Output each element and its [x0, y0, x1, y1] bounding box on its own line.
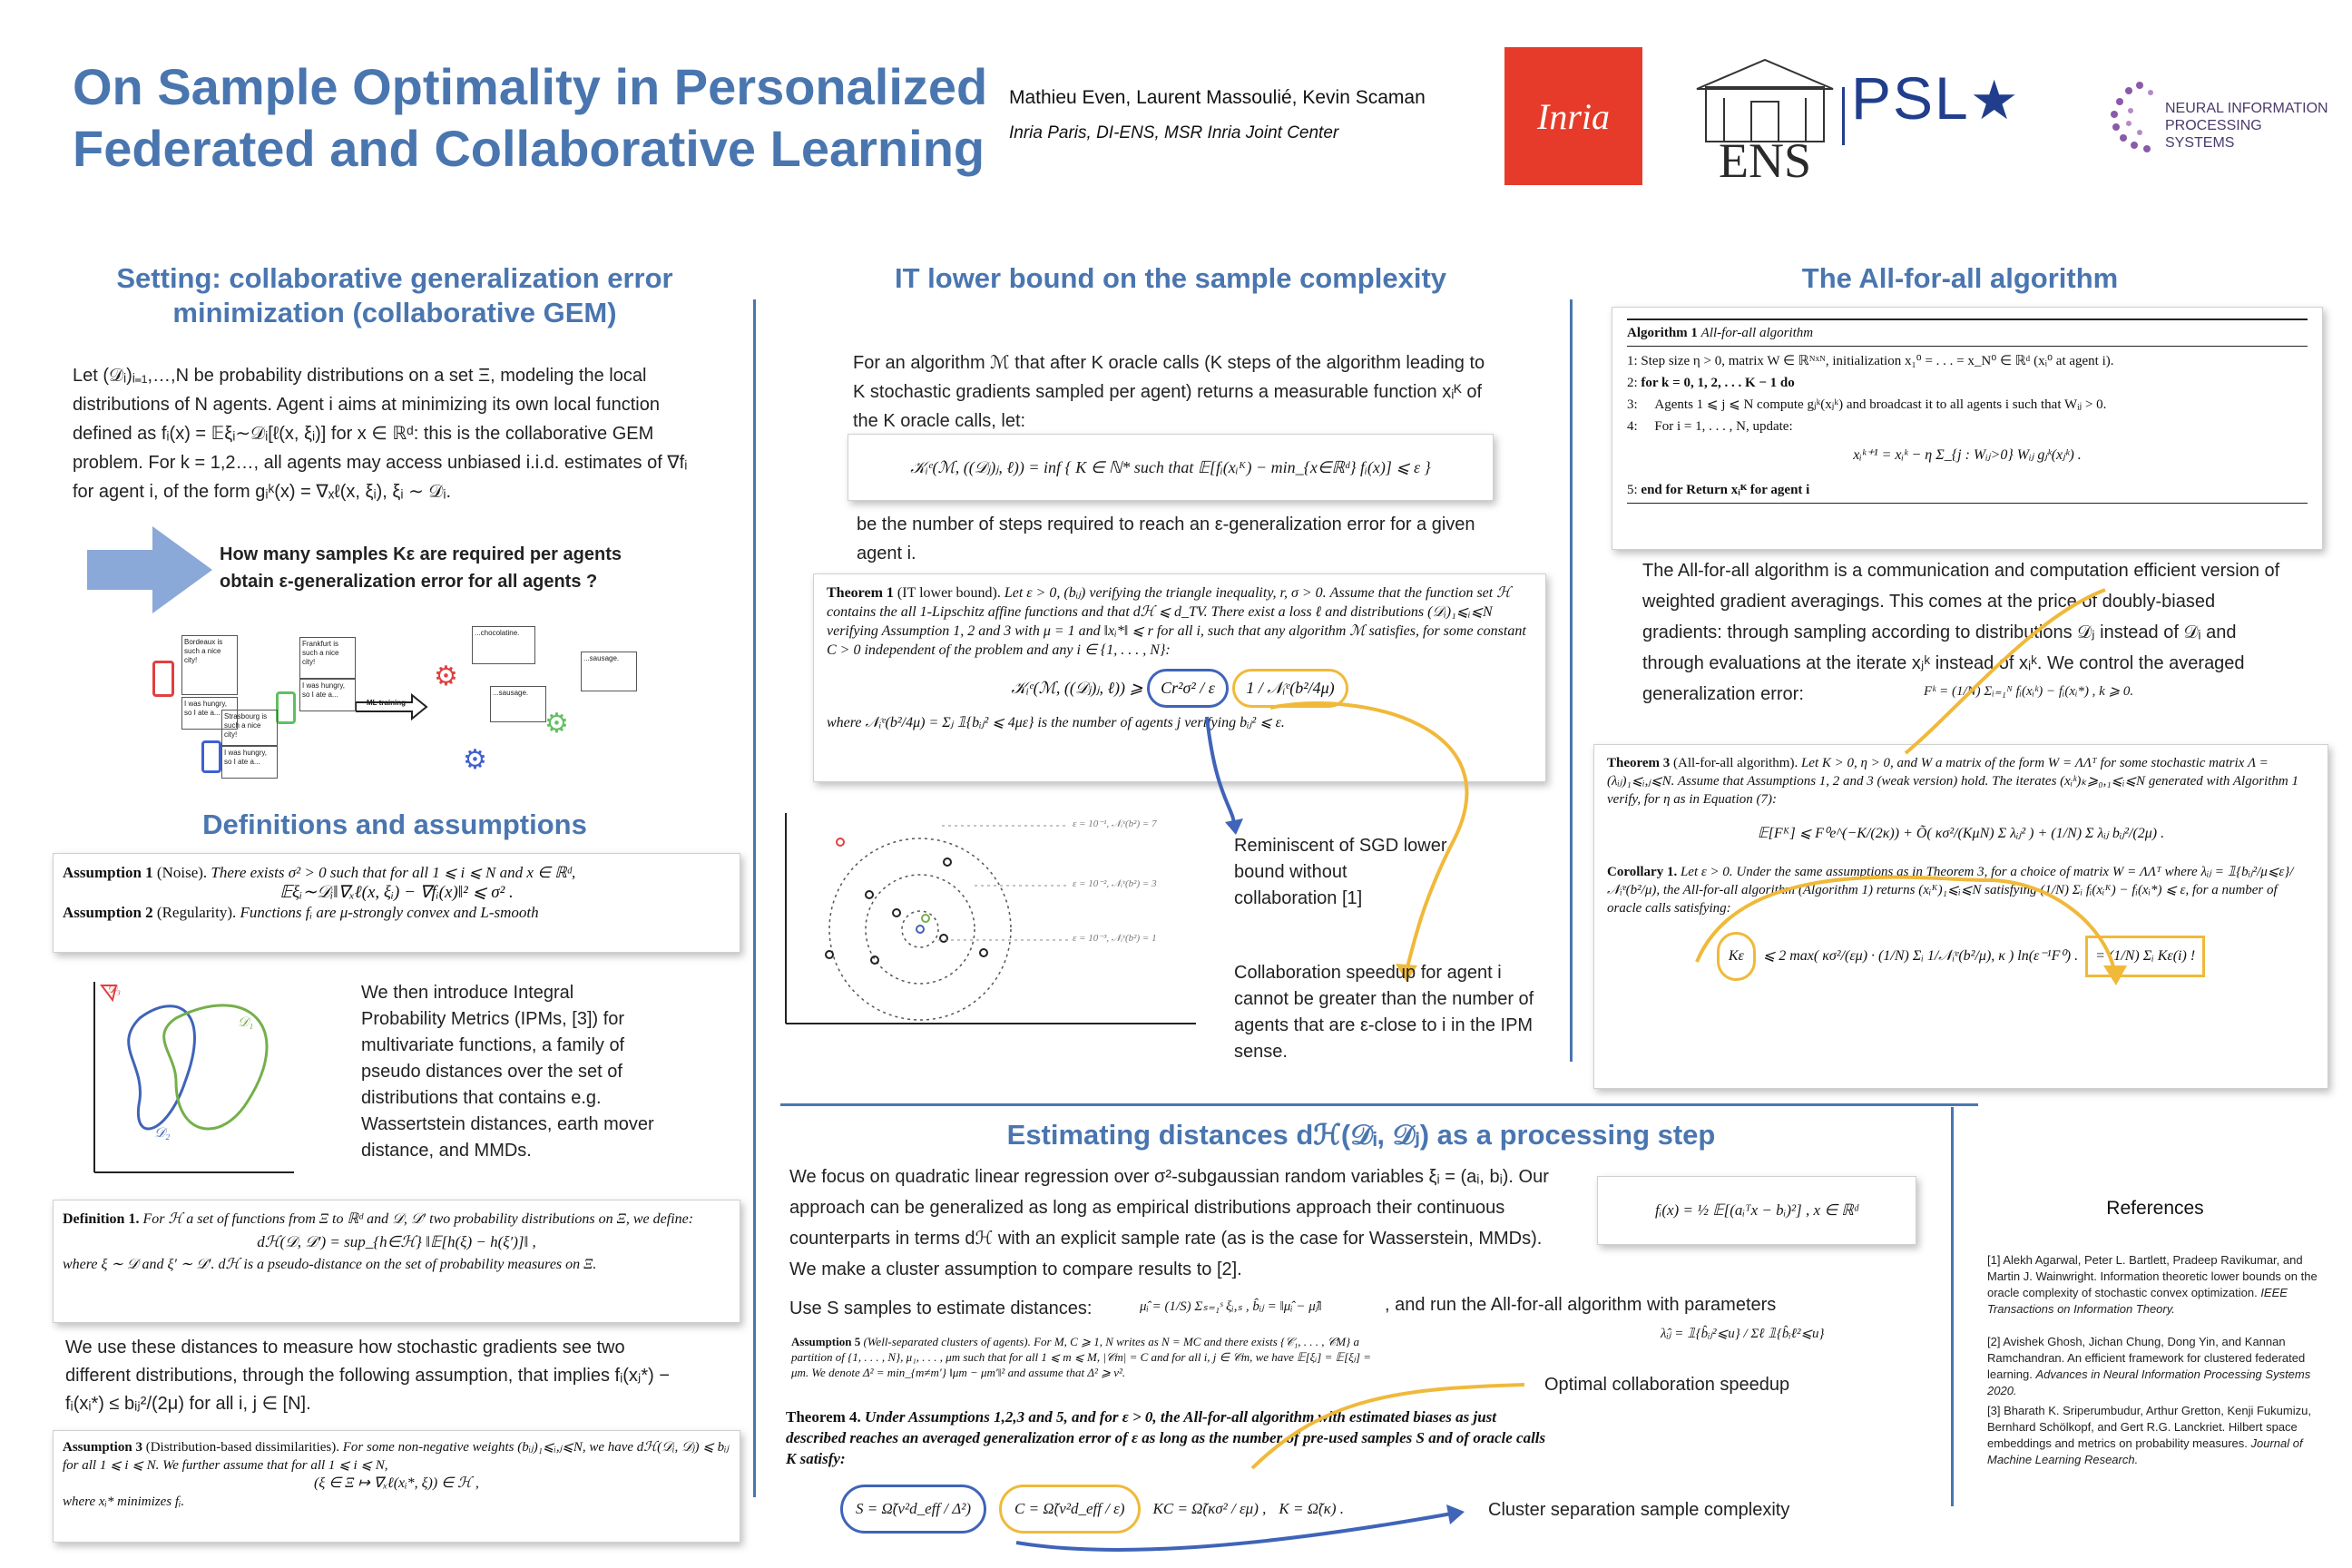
algorithm1-update-equation: xᵢᵏ⁺¹ = xᵢᵏ − η Σ_{j : Wᵢⱼ>0} Wᵢⱼ gⱼᵏ(xⱼᵏ) .	[1853, 447, 2082, 463]
algorithm1-line-1-text: Step size η > 0, matrix W ∈ ℝᴺˣᴺ, initialization x₁⁰ = . . . = x_N⁰ ∈ ℝᵈ (xᵢ⁰ at agent i).	[1641, 354, 2114, 368]
algorithm1-name: All-for-all algorithm	[1700, 326, 1814, 340]
inria-logo	[1504, 47, 1642, 185]
theorem3-title: Theorem 3	[1607, 756, 1671, 770]
setting-heading	[54, 261, 735, 330]
eq-k: K = Ω̃(κ) .	[1279, 1500, 1344, 1517]
ml-training-label: ML training	[367, 699, 406, 707]
note-collaboration-speedup: Collaboration speedup for agent i cannot be greater than the number of agents that are ε-close to i in the IPM sense.	[1234, 963, 1534, 1062]
reference-3	[1987, 1403, 2323, 1468]
annotation-arrows-2	[1688, 581, 2269, 998]
corollary1-eq-mid: ⩽ 2 max( κσ²/(εμ) · (1/N) Σᵢ 1/𝒩ᵢᵉ(b²/μ), κ ) ln(ε⁻¹F⁰) .	[1762, 948, 2079, 964]
assumption3-equation: (ξ ∈ Ξ ↦ ∇ₓℓ(xᵢ*, ξ)) ∈ ℋ ,	[314, 1475, 479, 1491]
note-optimal-speedup: Optimal collaboration speedup	[1544, 1375, 1790, 1395]
note-sgd-lower-bound: Reminiscent of SGD lower bound without collaboration [1]	[1234, 836, 1447, 908]
d2-label: 𝒟₂	[154, 1126, 171, 1141]
ipm-paragraph: We then introduce Integral Probability Metrics (IPMs, [3]) for multivariate functions, a family of pseudo distances over the set of distributions that contains e.g. Wassertstein distances, earth mover distance, and MMDs.	[361, 983, 654, 1161]
fig-label-eps-1: ε = 10⁻¹, 𝒩ᵢᵉ(b²) = 7	[1073, 818, 1157, 829]
assumption3-title: Assumption 3	[63, 1440, 142, 1455]
title-line-1: On Sample Optimality in Personalized	[73, 58, 988, 115]
theorem1-eq-term-b: 1 / 𝒩ᵢᵉ(b²/4μ)	[1232, 669, 1348, 708]
definition1-text: For ℋ a set of functions from Ξ to ℝᵈ and 𝒟, 𝒟′ two probability distributions on Ξ, we define:	[142, 1211, 694, 1227]
reference-2-venue: Advances in Neural Information Processing Systems 2020.	[1987, 1367, 2311, 1397]
inria-logo-text: Inria	[1537, 95, 1610, 137]
definitions-heading: Definitions and assumptions	[202, 808, 587, 840]
corollary1-eq-box: = (1/N) Σᵢ Kε(i) !	[2085, 936, 2205, 977]
definition1-box	[53, 1200, 740, 1323]
psl-logo-text: PSL	[1851, 64, 1970, 132]
assumption3-tail: where xᵢ* minimizes fᵢ.	[63, 1494, 185, 1509]
note-cluster-separation: Cluster separation sample complexity	[1488, 1500, 1790, 1520]
bubble-hungry-3: I was hungry, so I ate a...	[221, 746, 278, 779]
definition1-equation: dℋ(𝒟, 𝒟′) = sup_{h∈ℋ} ‖𝔼[h(ξ) − h(ξ′)]‖ ,	[257, 1233, 536, 1250]
reference-3-venue: Journal of Machine Learning Research.	[1987, 1436, 2303, 1466]
logo-divider	[1842, 87, 1845, 145]
bubble-bordeaux: Bordeaux is such a nice city!	[181, 635, 238, 695]
eq-sample-size: S = Ω̃(ν²d_eff / Δ²)	[840, 1485, 986, 1534]
algorithm1-line-1: 1: Step size η > 0, matrix W ∈ ℝᴺˣᴺ, initialization x₁⁰ = . . . = x_N⁰ ∈ ℝᵈ (xᵢ⁰ at agent i).	[1627, 354, 2114, 368]
right-arrow-icon	[87, 526, 214, 613]
assumption2-title: Assumption 2	[63, 904, 153, 921]
reference-3-text: [3] Bharath K. Sriperumbudur, Arthur Gretton, Kenji Fukumizu, Bernhard Schölkopf, and Gert R.G. Lanckriet. Hilbert space embeddings and metrics on probability measures.	[1987, 1404, 2311, 1450]
k-definition-equation: 𝒦ᵢᵉ(ℳ, ((𝒟ⱼ)ⱼ, ℓ)) = inf { K ∈ ℕ* such that 𝔼[fᵢ(xᵢᴷ) − min_{x∈ℝᵈ} fᵢ(x)] ⩽ ε }	[910, 458, 1431, 476]
algorithm1-line-3: 3: Agents 1 ⩽ j ⩽ N compute gⱼᵏ(xⱼᵏ) and broadcast it to all agents i such that Wᵢⱼ > 0.	[1627, 397, 2107, 412]
ens-logo	[1688, 53, 1842, 189]
lower-bound-continuation: be the number of steps required to reach an ε-generalization error for a given agent i.	[857, 514, 1475, 564]
theorem3-text: Let K > 0, η > 0, and W a matrix of the form W = ΛΛᵀ for some stochastic matrix Λ = (λᵢⱼ)₁⩽ᵢ,ⱼ⩽N. Assume that Assumptions 1, 2 and 3 (weak version) hold. The iterates (xᵢᵏ)ₖ⩾₀,₁⩽ᵢ⩽N generated with Algorithm 1 verify, for η as in Equation (7):	[1607, 756, 2298, 807]
phone-red-icon	[152, 661, 174, 697]
quadratic-loss-equation: fᵢ(x) = ½ 𝔼[(aᵢᵀx − bᵢ)²] , x ∈ ℝᵈ	[1654, 1201, 1859, 1219]
authors: Mathieu Even, Laurent Massoulié, Kevin Scaman	[1009, 87, 1426, 108]
lower-bound-intro: For an algorithm ℳ that after K oracle calls (K steps of the algorithm leading to K stochastic gradients sampled per agent) returns a measurable function xᵢᴷ of the K oracle calls, let:	[853, 353, 1485, 431]
algorithm1-line-4-text: For i = 1, . . . , N, update:	[1654, 419, 1793, 434]
theorem3-name: (All-for-all algorithm).	[1673, 756, 1798, 770]
d1-label: 𝒟₁	[238, 1015, 254, 1030]
estimating-paragraph: We focus on quadratic linear regression over σ²-subgaussian random variables ξᵢ = (aᵢ, bᵢ). Our approach can be generalized as long as empirical distributions approach their continuous counterparts in terms dℋ with an explicit sample rate (as is the case for Wasserstein, MMDs). We make a cluster assumption to compare results to [2].	[789, 1167, 1549, 1279]
d3-label: 𝒟₃	[107, 982, 121, 995]
psl-star-icon: ★	[1969, 70, 2021, 131]
algorithm-description: The All-for-all algorithm is a communication and computation efficient version of weighted gradient averagings. This comes at the price of doubly-biased gradients: through sampling according to distributions 𝒟ⱼ instead of 𝒟ᵢ and through evaluations at the iterate xⱼᵏ instead of xᵢᵏ. We control the averaged generalization error:	[1642, 561, 2280, 704]
definition1-title: Definition 1.	[63, 1211, 140, 1227]
setting-paragraph: Let (𝒟ᵢ)ᵢ₌₁,…,N be probability distributions on a set Ξ, modeling the local distributions of N agents. Agent i aims at minimizing its own local function defined as fᵢ(x) = 𝔼ξᵢ∼𝒟ᵢ[ℓ(x, ξᵢ)] for x ∈ ℝᵈ: this is the collaborative GEM problem. For k = 1,2…, all agents may access unbiased i.i.d. estimates of ∇fᵢ for agent i, of the form gᵢᵏ(x) = ∇ₓℓ(x, ξᵢ), ξᵢ ∼ 𝒟ᵢ.	[73, 366, 688, 502]
lower-bound-heading: IT lower bound on the sample complexity	[894, 262, 1447, 294]
assumption1-title: Assumption 1	[63, 864, 153, 881]
assumption2-name: (Regularity).	[156, 904, 237, 921]
eq-cluster-size: C = Ω̃(ν²d_eff / ε)	[999, 1485, 1140, 1534]
neurips-line1: NEURAL INFORMATION	[2165, 101, 2328, 116]
fig-label-eps-3: ε = 10⁻³, 𝒩ᵢᵉ(b²) = 1	[1073, 933, 1157, 944]
output-sausage-1: ...sausage.	[490, 686, 546, 722]
references-heading: References	[2106, 1198, 2204, 1219]
algorithm1-line-2: 2: for k = 0, 1, 2, . . . K − 1 do	[1627, 376, 1795, 390]
poster-title	[73, 56, 998, 180]
distributions-figure	[76, 964, 303, 1181]
setting-illustration	[145, 626, 690, 789]
neurips-logo	[2103, 74, 2330, 156]
theorem1-eq-lhs: 𝒦ᵢᵉ(ℳ, ((𝒟ⱼ)ⱼ, ℓ)) ⩾	[1011, 679, 1143, 697]
phone-blue-icon	[201, 740, 221, 773]
theorem1-title: Theorem 1	[827, 585, 894, 601]
reference-1-venue: IEEE Transactions on Information Theory.	[1987, 1286, 2288, 1316]
psl-logo	[1851, 64, 2021, 154]
reference-1-text: [1] Alekh Agarwal, Peter L. Bartlett, Pradeep Ravikumar, and Martin J. Wainwright. Information theoretic lower bounds on the oracle complexity of stochastic convex optimization.	[1987, 1253, 2318, 1299]
bubble-hungry-1: I was hungry, so I ate a...	[181, 697, 238, 730]
corollary1-title: Corollary 1.	[1607, 865, 1678, 879]
assumption1-equation: 𝔼ξᵢ∼𝒟ᵢ‖∇ₓℓ(x, ξᵢ) − ∇fᵢ(x)‖² ⩽ σ² .	[279, 883, 514, 902]
algorithm1-line-2-text: for k = 0, 1, 2, . . . K − 1 do	[1641, 376, 1795, 390]
ml-training-arrow-icon	[356, 693, 428, 720]
lambda-hat-equation: λ̂ᵢⱼ = 𝟙{b̂ᵢⱼ²⩽u} / Σℓ 𝟙{b̂ᵢℓ²⩽u}	[1661, 1327, 1825, 1341]
algorithm1-box	[1612, 307, 2323, 550]
assumption5-text: (Well-separated clusters of agents). For M, C ⩾ 1, N writes as N = MC and there exists {𝒞₁, . . . , 𝒞M} a partition of {1, . . . , N}, μ₁, . . . , μm such that for all 1 ⩽ m ⩽ M, |𝒞m| = C and for all i, j ∈ 𝒞m, we have 𝔼[ξᵢ] = 𝔼[ξⱼ] = μm. We denote Δ² = min_{m≠m′} ‖μm − μm′‖² and assume that Δ² ⩾ ν².	[791, 1335, 1372, 1379]
phone-green-icon	[276, 691, 296, 724]
ens-building-icon	[1688, 53, 1842, 143]
title-line-2: Federated and Collaborative Learning	[73, 120, 985, 177]
algorithm1-line-3-text: Agents 1 ⩽ j ⩽ N compute gⱼᵏ(xⱼᵏ) and broadcast it to all agents i such that Wᵢⱼ > 0.	[1654, 397, 2107, 412]
theorem4-text: Under Assumptions 1,2,3 and 5, and for ε > 0, the All-for-all algorithm with estimated biases as just described reaches an averaged generalization error of ε as long as the number of pre-used samples S and of oracle calls K satisfy:	[786, 1408, 1546, 1467]
row-divider	[780, 1103, 1978, 1106]
theorem1-tail: where 𝒩ᵢᵉ(b²/4μ) = Σⱼ 𝟙{bᵢⱼ² ⩽ 4με} is the number of agents j verifying bᵢⱼ² ⩽ ε.	[827, 715, 1285, 730]
assumptions-1-2-box	[53, 853, 740, 953]
k-definition-box	[848, 434, 1494, 501]
reference-2	[1987, 1334, 2323, 1399]
setting-heading-line2: minimization (collaborative GEM)	[172, 297, 617, 328]
algorithm1-line-5-text: end for Return xᵢᴷ for agent i	[1641, 483, 1810, 497]
affiliation: Inria Paris, DI-ENS, MSR Inria Joint Center	[1009, 123, 1339, 142]
bubble-strasbourg: Strasbourg is such a nice city!	[221, 710, 278, 746]
gear-red-icon: ⚙	[434, 662, 458, 691]
gear-blue-icon: ⚙	[463, 745, 487, 775]
neurips-dots-icon	[2103, 74, 2161, 156]
assumption1-name: (Noise).	[156, 864, 208, 881]
theorem3-equation: 𝔼[Fᴷ] ⩽ F⁰e^(−K/(2κ)) + Õ( κσ²/(KμN) Σ λᵢⱼ² ) + (1/N) Σ λᵢⱼ bᵢⱼ²/(2μ) .	[1757, 826, 2165, 841]
bubble-frankfurt: Frankfurt is such a nice city!	[299, 637, 356, 679]
column-divider-3	[1951, 1107, 1954, 1506]
bubble-hungry-2: I was hungry, so I ate a...	[299, 679, 356, 711]
theorem1-text: Let ε > 0, (bᵢⱼ) verifying the triangle inequality, r, σ > 0. Assume that the function set ℋ contains the all 1-Lipschitz affine functions and that dℋ ⩽ d_TV. There exist a loss ℓ and distributions (𝒟ᵢ)₁⩽ᵢ⩽N verifying Assumption 1, 2 and 3 with μ = 1 and ‖xᵢ*‖ ⩽ r for all i, such that any algorithm ℳ satisfies, for some constant C > 0 independent of the problem and any i ∈ {1, . . . , N}:	[827, 585, 1526, 658]
ens-logo-text: ENS	[1718, 133, 1811, 188]
estimate-label: Use S samples to estimate distances:	[789, 1298, 1093, 1318]
gear-green-icon: ⚙	[544, 709, 569, 739]
corollary1-text: Let ε > 0. Under the same assumptions as in Theorem 3, for a choice of matrix W = ΛΛᵀ where λᵢⱼ = 𝟙{bᵢⱼ²/μ⩽ε}/𝒩ᵢᵉ(b²/μ), the All-for-all algorithm (Algorithm 1) returns (xᵢᴷ)₁⩽ᵢ⩽N satisfying (1/N) Σᵢ fᵢ(xᵢᴷ) − fᵢ(xᵢ*) ⩽ ε, for a number of oracle calls satisfying:	[1607, 865, 2294, 916]
theorem1-eq-term-a: Cr²σ² / ε	[1147, 669, 1229, 708]
assumption1-text: There exists σ² > 0 such that for all 1 ⩽ i ⩽ N and x ∈ ℝᵈ,	[211, 864, 576, 881]
algorithm1-title: Algorithm 1	[1627, 326, 1698, 340]
algorithm1-line-4: 4: For i = 1, . . . , N, update:	[1627, 419, 1793, 434]
eq-kc: KC = Ω̃(κσ² / εμ) ,	[1152, 1500, 1267, 1517]
column-divider-1	[753, 299, 756, 1497]
reference-2-text: [2] Avishek Ghosh, Jichan Chung, Dong Yin, and Kannan Ramchandran. An efficient framework for clustered federated learning.	[1987, 1335, 2306, 1381]
quadratic-loss-box	[1597, 1176, 1916, 1245]
epsilon-neighborhood-figure	[779, 806, 1205, 1033]
corollary1-eq-lhs: Kε	[1717, 932, 1756, 981]
ipm-usage-paragraph: We use these distances to measure how stochastic gradients see two different distributions, through the following assumption, that implies fᵢ(xⱼ*) − fᵢ(xᵢ*) ≤ bᵢⱼ²/(2μ) for all i, j ∈ [N].	[65, 1338, 671, 1414]
assumption5-title: Assumption 5	[791, 1335, 861, 1348]
definition1-tail: where ξ ∼ 𝒟 and ξ′ ∼ 𝒟′. dℋ is a pseudo-distance on the set of probability measures on Ξ.	[63, 1257, 597, 1272]
annotation-arrows-3	[998, 1361, 1524, 1552]
estimate-equation: μ̂ᵢ = (1/S) Σₛ₌₁ˢ ξᵢ,ₛ , b̂ᵢⱼ = ‖μ̂ᵢ − μ̂ⱼ‖	[1140, 1299, 1322, 1314]
assumption3-name: (Distribution-based dissimilarities).	[145, 1440, 340, 1455]
algorithm-heading: The All-for-all algorithm	[1801, 262, 2119, 294]
neurips-line2: PROCESSING SYSTEMS	[2165, 118, 2262, 151]
fig-label-eps-2: ε = 10⁻², 𝒩ᵢᵉ(b²) = 3	[1073, 878, 1157, 889]
assumption3-box	[53, 1430, 740, 1543]
output-chocolatine: ...chocolatine.	[472, 626, 535, 664]
theorem1-name: (IT lower bound).	[897, 585, 1001, 601]
assumption3-text: For some non-negative weights (bᵢⱼ)₁⩽ᵢ,ⱼ⩽N, we have dℋ(𝒟ᵢ, 𝒟ⱼ) ⩽ bᵢⱼ for all 1 ⩽ i ⩽ N. We further assume that for all 1 ⩽ i ⩽ N,	[63, 1440, 730, 1473]
run-algorithm-text: , and run the All-for-all algorithm with parameters	[1385, 1295, 1777, 1315]
setting-question: How many samples Kε are required per agents obtain ε-generalization error for all agents ?	[220, 544, 622, 592]
assumption2-text: Functions fᵢ are μ-strongly convex and L-smooth	[240, 904, 539, 921]
algorithm1-line-5: 5: end for Return xᵢᴷ for agent i	[1627, 479, 2308, 504]
setting-heading-line1: Setting: collaborative generalization error	[116, 262, 673, 294]
estimating-heading: Estimating distances dℋ(𝒟ᵢ, 𝒟ⱼ) as a processing step	[1006, 1119, 1716, 1151]
theorem4-title: Theorem 4.	[786, 1408, 861, 1426]
column-divider-2	[1570, 299, 1573, 1062]
reference-1	[1987, 1252, 2323, 1318]
averaged-error-equation: Fᵏ = (1/N) Σᵢ₌₁ᴺ fᵢ(xᵢᵏ) − fᵢ(xᵢ*) , k ⩾ 0.	[1924, 684, 2134, 699]
output-sausage-2: ...sausage.	[581, 652, 637, 691]
